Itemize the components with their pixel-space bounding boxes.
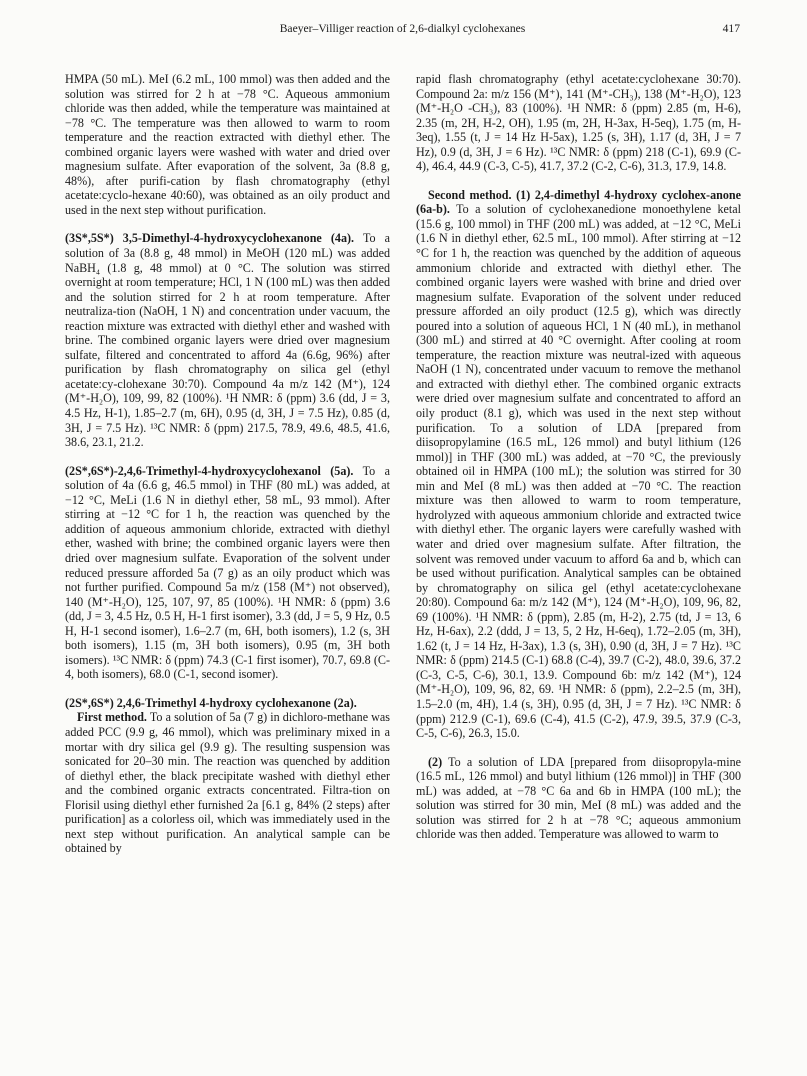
paragraph-2a-data: rapid flash chromatography (ethyl acetate:cyclohexane 30:70). Compound 2a: m/z 156 (M⁺), 141 (M⁺-CH₃), 138 (M⁺-H₂O), 123 (M⁺-H₂O -CH₃), 83 (100%). ¹H NMR: δ (ppm) 2.85 (m, H-6), 2.35 (m, 2H, H-2, OH), 1.95 (m, 2H, H-3ax, H-5eq), 1.75 (m, H-3eq), 1.55 (t, J = 14 Hz H-5ax), 1.25 (s, 3H), 1.17 (d, 3H, J = 7 Hz), 0.9 (d, 3H, J = 6 Hz). ¹³C NMR: δ (ppm) 218 (C-1), 69.9 (C-4), 46.4, 44.9 (C-3, C-5), 41.7, 37.2 (C-2, C-6), 31.3, 17.9, 14.8. (416, 72, 741, 174)
step-2-label: (2) (428, 754, 443, 769)
heading-compound-5a: (2S*,6S*)-2,4,6-Trimethyl-4-hydroxycyclohexanol (5a). (65, 463, 354, 478)
body-step-2: To a solution of LDA [prepared from diisopropyla-mine (16.5 mL, 126 mmol) and butyl lithium (126 mmol)] in THF (300 mL) was added, at −78 °C 6a and 6b in HMPA (100 mL); the solution was stirred for 30 min, MeI (8 mL) was added and the solution was stirred for 2 h at −78 °C; aqueous ammonium chloride was then added. Temperature was allowed to warm to (416, 754, 741, 842)
paragraph-first-method (65, 710, 390, 855)
body-first-method: To a solution of 5a (7 g) in dichloro-methane was added PCC (9.9 g, 46 mmol), which was preliminary mixed in a mortar with dry silica gel (9.9 g). The resulting suspension was sonicated for 20–30 min. The reaction was quenched by addition of diethyl ether, the black precipitate washed with diethyl ether and the combined organic extracts concentrated. Filtra-tion on Florisil using diethyl ether furnished 2a [6.1 g, 84% (2 steps) after purification] as a colorless oil, which was immediately used in the next step without purification. An analytical sample can be obtained by (65, 710, 390, 856)
paragraph-step-2 (416, 755, 741, 842)
paragraph-3a-preparation: HMPA (50 mL). MeI (6.2 mL, 100 mmol) was then added and the solution was stirred for 2 h at −78 °C. Aqueous ammonium chloride was then added, while the temperature was maintained at −78 °C. The temperature was then allowed to warm to room temperature and the reaction extracted with diethyl ether. The combined organic layers were washed with water and dried over magnesium sulfate. After evaporation of the solvent, 3a (8.8 g, 48%), after purifi-cation by flash chromatography (ethyl acetate:cyclo-hexane 40:60), was obtained as an oily product and used in the next step without purification. (65, 72, 390, 217)
body-second-method: To a solution of cyclohexanedione monoethylene ketal (15.6 g, 100 mmol) in THF (200 mL) was added, at −12 °C, MeLi (1.6 N in diethyl ether, 62.5 mL, 100 mmol). After stirring at −12 °C for 1 h, the reaction was quenched by the addition of aqueous ammonium chloride and extracted with diethyl ether. The combined organic layers were washed with brine and dried over magnesium sulfate. Evaporation of the solvent under reduced pressure afforded an oily product (12.5 g), which was directly poured into a solution of aqueous HCl, 1 N (40 mL), in methanol (300 mL) and stirred at 40 °C overnight. After cooling at room temperature, the reaction mixture was neutral-ized with aqueous NaOH (1 N), concentrated under vacuum to remove the methanol and extracted with diethyl ether. The combined organic extracts were dried over magnesium sulfate and concentrated to afford an oily product (8.1 g), which was used in the next step without purification. To a solution of LDA [prepared from diisopropylamine (16.5 mL, 126 mmol) and butyl lithium (126 mmol)] in THF (300 mL) was added, at −70 °C, the previously obtained oil in HMPA (100 mL); the solution was stirred for 30 min and MeI (8 mL) was then added at −70 °C. The reaction mixture was then allowed to warm to room temperature, hydrolyzed with aqueous ammonium chloride and extracted twice with diethyl ether. The organic layers were carefully washed with water and dried over magnesium sulfate. After filtration, the solvent was removed under vacuum to afford 6a and b, which can be used without purification. Analytical samples can be obtained by chromatography on silica gel (ethyl acetate:cyclohexane 20:80). Compound 6a: m/z 142 (M⁺), 124 (M⁺-H₂O), 109, 96, 82, 69 (100%). ¹H NMR: δ (ppm), 2.85 (m, H-2), 2.75 (td, J = 13, 6 Hz, H-6ax), 2.2 (ddd, J = 13, 5, 2 Hz, H-6eq), 1.72–2.05 (m, 3H), 1.62 (t, J = 14 Hz, H-3ax), 1.3 (s, 3H), 0.90 (d, 3H, J = 7 Hz). ¹³C NMR: δ (ppm) 214.5 (C-1) 68.8 (C-4), 39.7 (C-2), 48.0, 39.6, 37.2 (C-3, C-5, C-6), 30.1, 13.9. Compound 6b: m/z 142 (M⁺), 124 (M⁺-H₂O), 109, 96, 82, 69. ¹H NMR: δ (ppm), 2.2–2.5 (m, 3H), 1.5–2.0 (m, 4H), 1.4 (s, 3H), 0.95 (d, 3H, J = 7 Hz). ¹³C NMR: δ (ppm) 212.9 (C-1), 69.6 (C-4), 41.5 (C-2), 47.9, 39.5, 37.9 (C-3, C-5, C-6), 26.3, 15.0. (416, 202, 741, 741)
first-method-label: First method. (77, 710, 147, 725)
left-column (65, 72, 390, 856)
heading-compound-2a: (2S*,6S*) 2,4,6-Trimethyl 4-hydroxy cyclohexanone (2a). (65, 695, 357, 710)
page-number: 417 (722, 22, 740, 35)
paragraph-second-method (416, 188, 741, 741)
paragraph-compound-5a (65, 464, 390, 682)
right-column (416, 72, 741, 842)
heading-compound-4a: (3S*,5S*) 3,5-Dimethyl-4-hydroxycyclohexanone (4a). (65, 231, 355, 246)
paragraph-compound-4a (65, 231, 390, 449)
body-compound-4a: To a solution of 3a (8.8 g, 48 mmol) in MeOH (120 mL) was added NaBH₄ (1.8 g, 48 mmol) at 0 °C. The solution was stirred overnight at room temperature; HCl, 1 N (100 mL) was then added and the solution stirred for 2 h at room temperature. After neutraliza-tion (NaOH, 1 N) and concentration under vacuum, the reaction mixture was extracted with diethyl ether and washed with brine. The combined organic layers were dried over magnesium sulfate, filtered and concentrated to afford 4a (6.6g, 96%) after purification by flash chromatography on silica gel (ethyl acetate:cy-clohexane 30:70). Compound 4a m/z 142 (M⁺), 124 (M⁺-H₂O), 109, 99, 82 (100%). ¹H NMR: δ (ppm) 3.6 (dd, J = 3, 4.5 Hz, H-1), 1.85–2.7 (m, 6H), 0.95 (d, 3H, J = 7.5 Hz), 0.85 (d, 3H, J = 7.5 Hz). ¹³C NMR: δ (ppm) 217.5, 78.9, 49.6, 48.5, 41.6, 38.6, 23.1, 21.2. (65, 231, 391, 450)
body-compound-5a: To a solution of 4a (6.6 g, 46.5 mmol) in THF (80 mL) was added, at −12 °C, MeLi (1.6 N in diethyl ether, 58 mL, 93 mmol). After stirring at −12 °C for 1 h, the reaction was quenched by the addition of aqueous ammonium chloride, extracted with diethyl ether, washed with brine; the combined organic layers were then dried over magnesium sulfate. Evaporation of the solvent under reduced pressure afforded 5a (7 g) as an oily product which was not further purified. Compound 5a m/z (158 (M⁺) not observed), 140 (M⁺-H₂O), 125, 107, 97, 85 (100%). ¹H NMR: δ (ppm) 3.6 (dd, J = 3, 4.5 Hz, 0.5 H, H-1 first isomer), 3.3 (dd, J = 5, 9 Hz, 0.5 H, H-1 second isomer), 1.6–2.7 (m, 6H, both isomers), 1.2 (s, 3H both isomers), 1.15 (m, 3H both isomers), 0.95 (m, 3H both isomers). ¹³C NMR: δ (ppm) 74.3 (C-1 first isomer), 70.7, 69.8 (C-4, both isomers), 68.0 (C-1, second isomer). (65, 463, 390, 682)
second-method-label: Second method. (1) 2,4-dimethyl 4-hydroxy cyclohex-anone (6a-b). (416, 187, 741, 217)
running-head (65, 22, 740, 42)
running-title: Baeyer–Villiger reaction of 2,6-dialkyl cyclohexanes (279, 22, 526, 35)
